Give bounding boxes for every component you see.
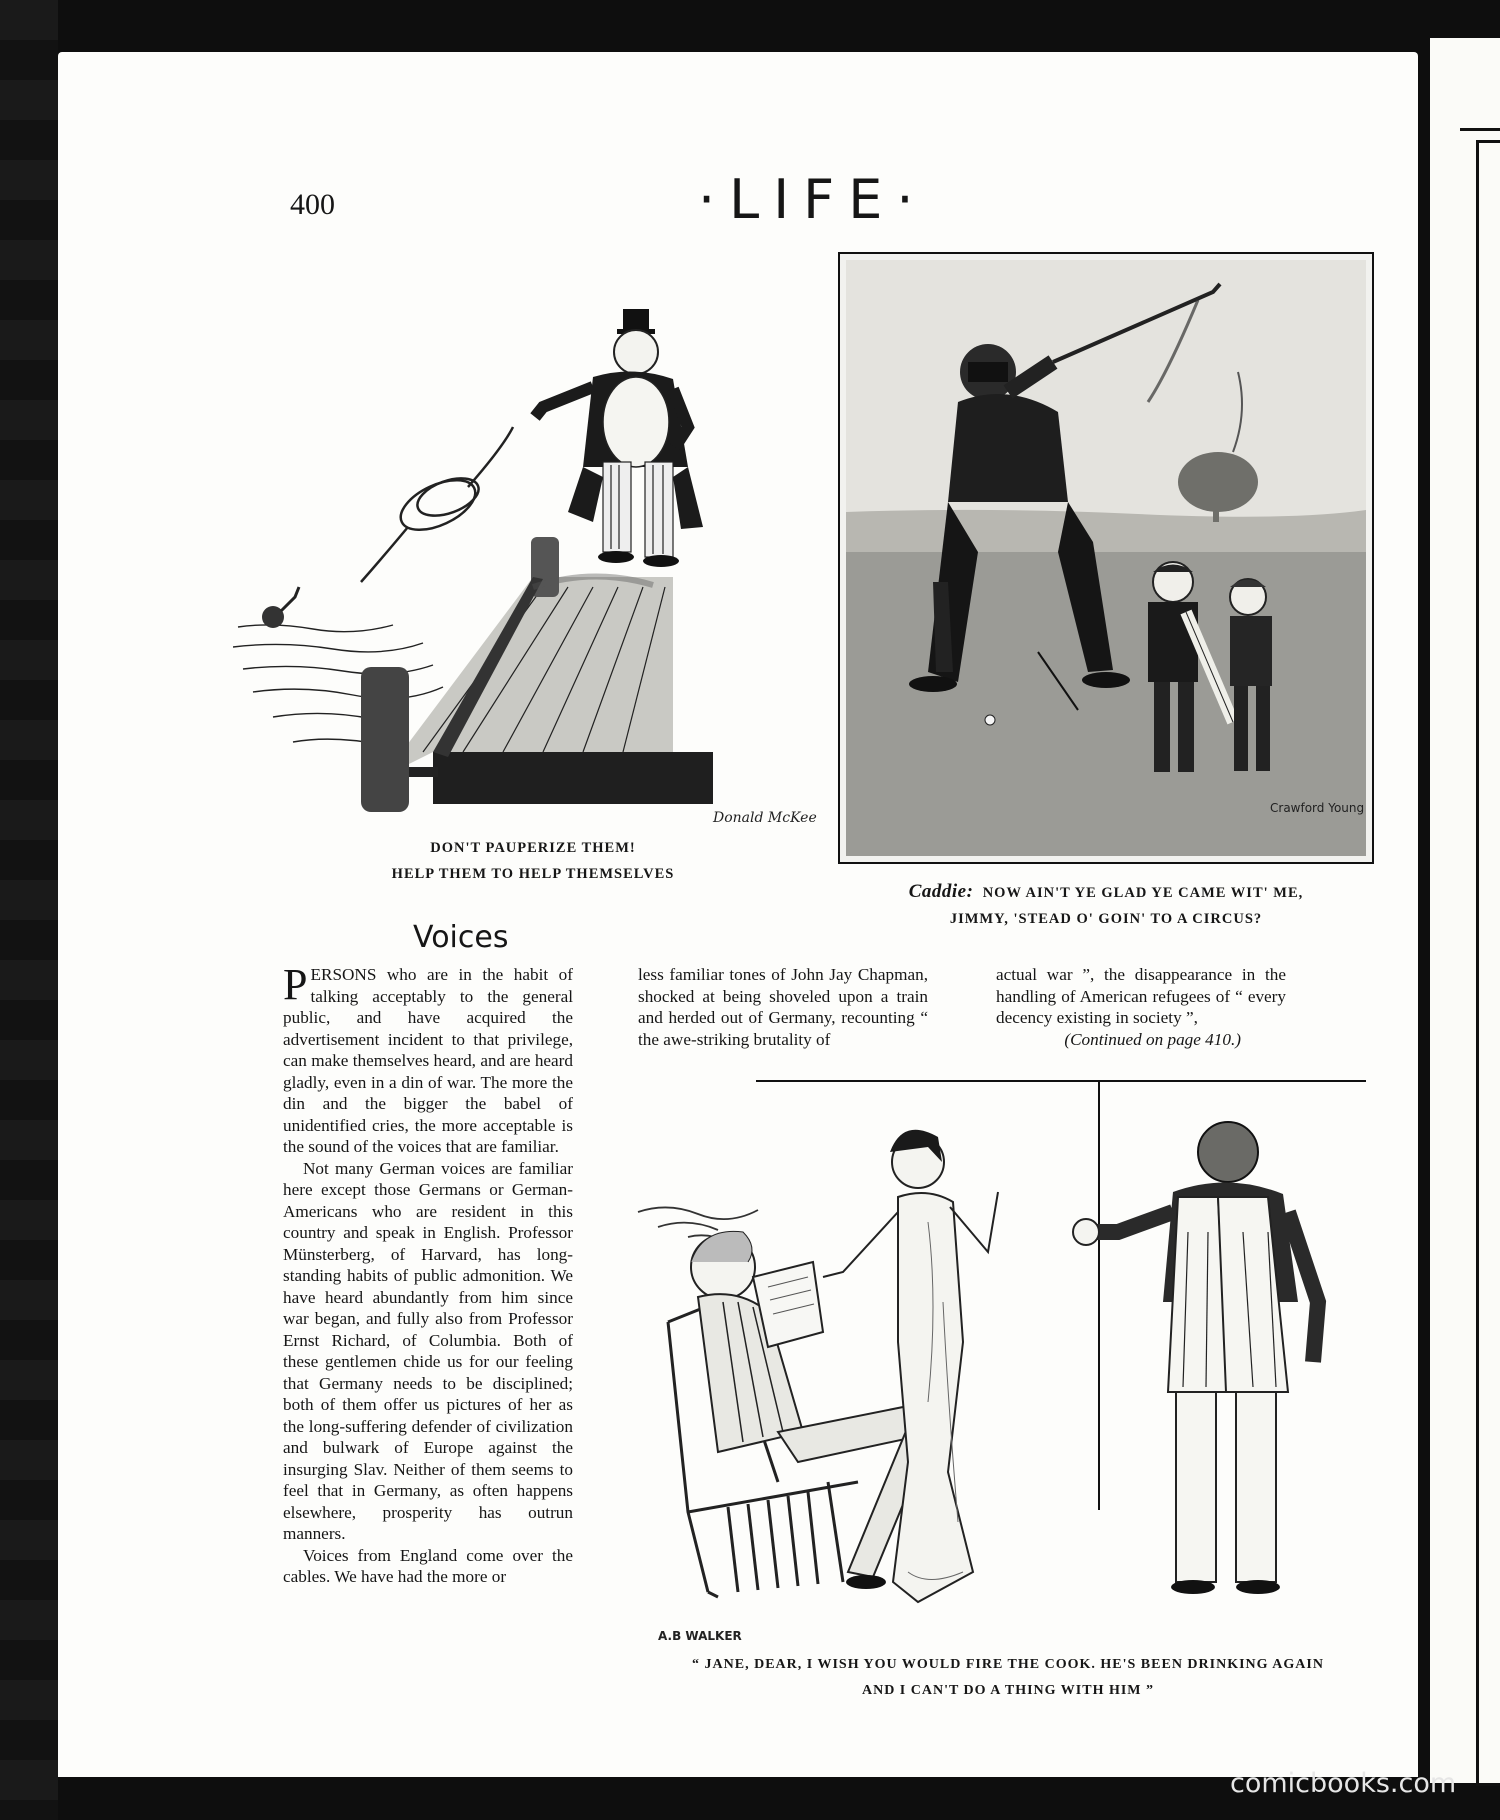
golf-caption-line2: JIMMY, 'STEAD O' GOIN' TO A CIRCUS? — [949, 911, 1263, 927]
pier-caption-line1: DON'T PAUPERIZE THEM! — [430, 840, 636, 856]
col1-paragraph-1: ERSONS who are in the habit of talking acceptably to the general public, and have acquired the advertisement incident to that privilege, can make themselves heard, and are heard gladly, even in a din of war. The more the din and the bigger the babel of unidentified cries, the more acceptable is the sound of the voices that are familiar. — [283, 965, 573, 1156]
cook-caption-line1: “ JANE, DEAR, I WISH YOU WOULD FIRE THE COOK. HE'S BEEN DRINKING AGAIN — [692, 1657, 1324, 1672]
facing-page-edge — [1430, 38, 1500, 1783]
col2-text: less familiar tones of John Jay Chapman, shocked at being shoveled upon a train and herded out of Germany, recounting “ the awe-striking brutality of — [638, 965, 928, 1049]
watermark: comicbooks.com — [1230, 1768, 1457, 1799]
cook-cartoon — [628, 1102, 1388, 1647]
golf-cartoon — [838, 252, 1374, 864]
article-column-2 — [638, 964, 928, 1050]
magazine-title: ·LIFE· — [698, 168, 928, 231]
cook-caption — [648, 1652, 1368, 1704]
golf-signature: Crawford Young — [1270, 801, 1365, 815]
divider-horizontal — [756, 1080, 1366, 1082]
golf-caption — [838, 879, 1374, 932]
continued-note: (Continued on page 410.) — [1064, 1029, 1241, 1049]
dropcap: P — [283, 960, 308, 1009]
cook-caption-line2: AND I CAN'T DO A THING WITH HIM ” — [861, 1683, 1155, 1698]
col3-text: actual war ”, the disappearance in the handling of American refugees of “ every decency existing in society ”, — [996, 965, 1286, 1027]
article-column-1 — [283, 960, 573, 1588]
pier-caption-line2: HELP THEM TO HELP THEMSELVES — [391, 866, 675, 882]
col1-paragraph-3: Voices from England come over the cables. We have had the more or — [283, 1545, 573, 1586]
pier-caption — [313, 835, 753, 887]
magazine-page — [58, 52, 1418, 1777]
article-column-3 — [996, 964, 1286, 1050]
scan-edge — [0, 0, 58, 1820]
golf-caption-speaker: Caddie: — [908, 881, 974, 902]
page-number: 400 — [290, 188, 335, 221]
cook-signature: A.B WALKER — [658, 1629, 742, 1643]
pier-signature: Donald McKee — [713, 810, 817, 826]
col1-paragraph-2: Not many German voices are familiar here except those Germans or German-Americans who are resident in this country and speak in English. Professor Münsterberg, of Harvard, has long-standing habits of public admonition. We have heard abundantly from him since war began, and fully also from Professor Ernst Richard, of Columbia. Both of these gentlemen chide us for our feeling that Germany needs to be disciplined; both of them offer us pictures of her as the long-suffering defender of civilization and bulwark of Europe against the insurging Slav. Neither of them seems to feel that in Germany, as often happens elsewhere, prosperity has outrun manners. — [283, 1158, 573, 1543]
pier-cartoon — [233, 297, 853, 827]
golf-caption-line1: NOW AIN'T YE GLAD YE CAME WIT' ME, — [982, 885, 1304, 901]
article-title: Voices — [413, 920, 509, 955]
